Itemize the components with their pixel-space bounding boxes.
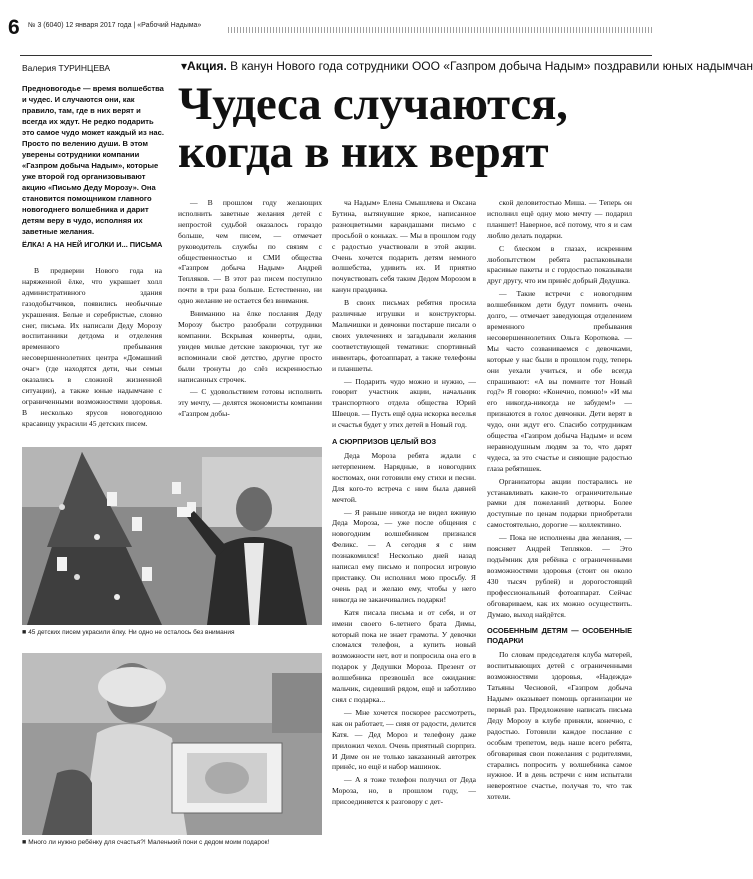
col3-paragraph-7: — Мне хочется поскорее рассмотреть, как он работает, — сияя от радости, делится Катя. — Дед Мороз и телефону даже приложил чехол. Очень приятный сюрприз. И Диме он не только заказанный автотрек принёс, но ещё и набор машинок.: [332, 707, 476, 772]
col3-paragraph-6: Катя писала письма и от себя, и от имени своего 6-летнего брата Димы, который пока не знает грамоты. У девочки сломался телефон, а купить новый возможности нет, вот и попросила она его в подарок у Дедушки Мороза. Презент от волшебника презвошёл все ожидания: мальчик, сидевший рядом, ещё и заботливо снял с подарка...: [332, 607, 476, 704]
header-rule: [228, 27, 652, 33]
col3-paragraph-4: Деда Мороза ребята ждали с нетерпением. Нарядные, в новогодних костюмах, они готовили ему стихи и песни. Для кого-то встреча с ним была давней мечтой.: [332, 451, 476, 504]
col4-paragraph-3: — Такие встречи с новогодним волшебником дети будут помнить очень долго, — отмечает заведующая отделением временного пребывания несовершеннолетних Ольга Короткова. — Мы часто созваниваемся с девочками, которые у нас были в прошлом году, теперь они уехали учиться, и обе всегда спрашивают: «А вы помните тот Новый год?» Я говорю: «Конечно, помню!» «И мы его никогда-никогда не забудем!» — признаются в голос девчонки. Дети верят в чудо, они ждут его. Спасибо сотрудникам общества «Газпром добыча Надым» и всем неравнодушным людям за то, что дарят чудеса, за это счастье и сияющие радостью глаза ребятишек.: [487, 289, 632, 473]
col4-paragraph-1: ской деловитостью Миша. — Теперь он исполнил ещё одну мою мечту — подарил планшет! Наверное, всё потому, что я и сам люблю делать подарки.: [487, 198, 632, 240]
kicker: [181, 59, 753, 73]
photo2-caption: ■ Много ли нужно ребёнку для счастья?! Маленький пони с дедом моим подарок!: [22, 839, 269, 846]
col2-paragraph-3: — С удовольствием готовы исполнить эту мечту, — делятся экономисты компании «Газпром добы-: [178, 387, 322, 419]
column-1: [22, 266, 162, 432]
col4-paragraph-4: Организаторы акции постарались не устанавливать какие-то ограничительные рамки для пожеланий детворы. Более доступные по ценам подарки приобретали самостоятельно, дорогие — коллективно.: [487, 476, 632, 530]
title-line-1: Чудеса случаются,: [178, 78, 568, 130]
top-rule: [20, 55, 652, 56]
column-3: [332, 198, 476, 870]
col2-paragraph-1: — В прошлом году желающих исполнить заветные желания детей с непростой судьбой оказалось гораздо больше, чем писем, — отмечает руководитель службы по связям с общественностью и СМИ общества «Газпром добыча Надым» Андрей Тепляков. — В этот раз писем поступило почти в три раза больше. Естественно, ни одно желание не остается без внимания.: [178, 198, 322, 306]
photo-tree-image: [22, 447, 322, 625]
col3-paragraph-2: В своих письмах ребятня просила различные игрушки и конструкторы. Мальчишки и девчонки постарше писали о своих увлечениях и загадывали желания соответствующей тематики: спортивный инвентарь, фотоаппарат, а также телефоны и планшеты.: [332, 298, 476, 373]
author-byline: Валерия ТУРИНЦЕВА: [22, 63, 111, 73]
subhead-letters: ЁЛКА! А НА НЕЙ ИГОЛКИ И... ПИСЬМА: [22, 240, 163, 249]
column-4: [487, 198, 632, 870]
subhead-special-gifts: ОСОБЕННЫМ ДЕТЯМ — ОСОБЕННЫЕ ПОДАРКИ: [487, 626, 632, 646]
kicker-text: В канун Нового года сотрудники ООО «Газпром добыча Надым» поздравили юных надымчан: [230, 59, 753, 73]
subhead-surprises: А СЮРПРИЗОВ ЦЕЛЫЙ ВОЗ: [332, 437, 437, 447]
col2-paragraph-2: Вниманию на ёлке послания Деду Морозу быстро разобрали сотрудники компании. Вскрывая конверты, одни, увидев милые детские закорючки, тут же вспоминали своё детство, другие просто были тронуты до слёз искренностью написанных строчек.: [178, 309, 322, 384]
col4-paragraph-5: — Пока не исполнены два желания, — поясняет Андрей Тепляков. — Это подъёмник для ребёнка с ограниченными возможностями здоровья (стоит он около 430 тысяч рублей) и дорогостоящий профессиональный фотоаппарат. Сейчас обговариваем, как их можно осуществить. Думаю, выход найдётся.: [487, 533, 632, 619]
col3-paragraph-1: ча Надым» Елена Смышляева и Оксана Бутина, вытянувшие яркое, написанное разноцветными карандашами письмо с просьбой о коньках. — Мы в прошлом году с радостью участвовали в этой акции. Очень хочется подарить детям немного волшебства, удивить их. И приятно почувствовать себя таким Дедом Морозом в канун праздника.: [332, 198, 476, 295]
kicker-label: Акция.: [187, 59, 227, 73]
col3-paragraph-8: — А я тоже телефон получил от Деда Мороза, но, в прошлом году, — присоединяется к разговору с дет-: [332, 775, 476, 807]
photo-child-gift: [22, 653, 322, 835]
photo1-caption: ■ 45 детских писем украсили ёлку. Ни одно не осталось без внимания: [22, 629, 235, 636]
issue-line: № 3 (6040) 12 января 2017 года | «Рабочий Надыма»: [28, 22, 202, 29]
col3-paragraph-5: — Я раньше никогда не видел вживую Деда Мороза, — уже после общения с новогодним волшебником признался Феликс. — А сегодня я с ним познакомился! Несколько дней назад написал ему письмо и попросил игровую приставку. Он исполнил мою просьбу. Я очень рад и желаю ему, чтобы у него никогда не заканчивались подарки!: [332, 507, 476, 604]
page-number: 6: [8, 16, 20, 39]
lead-paragraph: Предновогодье — время волшебства и чудес. И случаются они, как правило, там, где в них верят и всегда их ждут. Не редко подарить это самое чудо может каждый из нас. Просто по велению души. В этом уверены сотрудники компании «Газпром добыча Надым», которые уже второй год организовывают акцию «Письмо Деду Морозу». Она становится помощником главного новогоднего волшебника и дарит детям веру в чудо, исполняя их заветные желания.: [22, 84, 164, 236]
col1-text: В предверии Нового года на наряженной ёлке, что украшает холл административного здания газодобытчиков, появились необычные украшения. Белые и серебристые, словно снег, письма. Их написали Деду Морозу воспитанники детдома и отделения временного пребывания несовершеннолетних центра «Домашний очаг» (где находятся дети, чьи семьи оказались в сложной жизненной ситуации), а также юные надымчане с ограниченными возможностями здоровья. В несколько ярусов новогоднюю красавицу украсили 45 детских писем.: [22, 266, 162, 428]
article-title: [178, 80, 568, 176]
column-2: [178, 198, 322, 422]
title-line-2: когда в них верят: [178, 126, 549, 178]
col3-paragraph-3: — Подарить чудо можно и нужно, — говорит участник акции, начальник транспортного отдела общества Юрий Швецов. — Пусть ещё одна искорка веселья и счастья будет у этих детей в Новый год.: [332, 376, 476, 430]
col4-paragraph-2: С блеском в глазах, искренним любопытством ребята распаковывали красивые пакеты и с гордостью показывали друг другу, что им принёс добрый Дедушка.: [487, 243, 632, 286]
photo-christmas-tree: [22, 447, 322, 625]
kicker-arrow-icon: ▾: [181, 59, 188, 73]
col4-paragraph-6: По словам председателя клуба матерей, воспитывающих детей с ограниченными возможностями здоровья, «Надежда» Татьяны Чесновой, «Газпром добыча Надым» оказывает помощь организации не первый раз. Предложение написать письма Деду Морозу в клубе приняли, конечно, с радостью. Готовили каждое послание с особым трепетом, ведь наше всего ребята, обговаривая свои пожелания с родителями, старались попросить у волшебника самое нужное. И в день встречи с ним испытали невероятное счастье, получая то, что так хотели.: [487, 650, 632, 802]
photo-child-image: [22, 653, 322, 835]
